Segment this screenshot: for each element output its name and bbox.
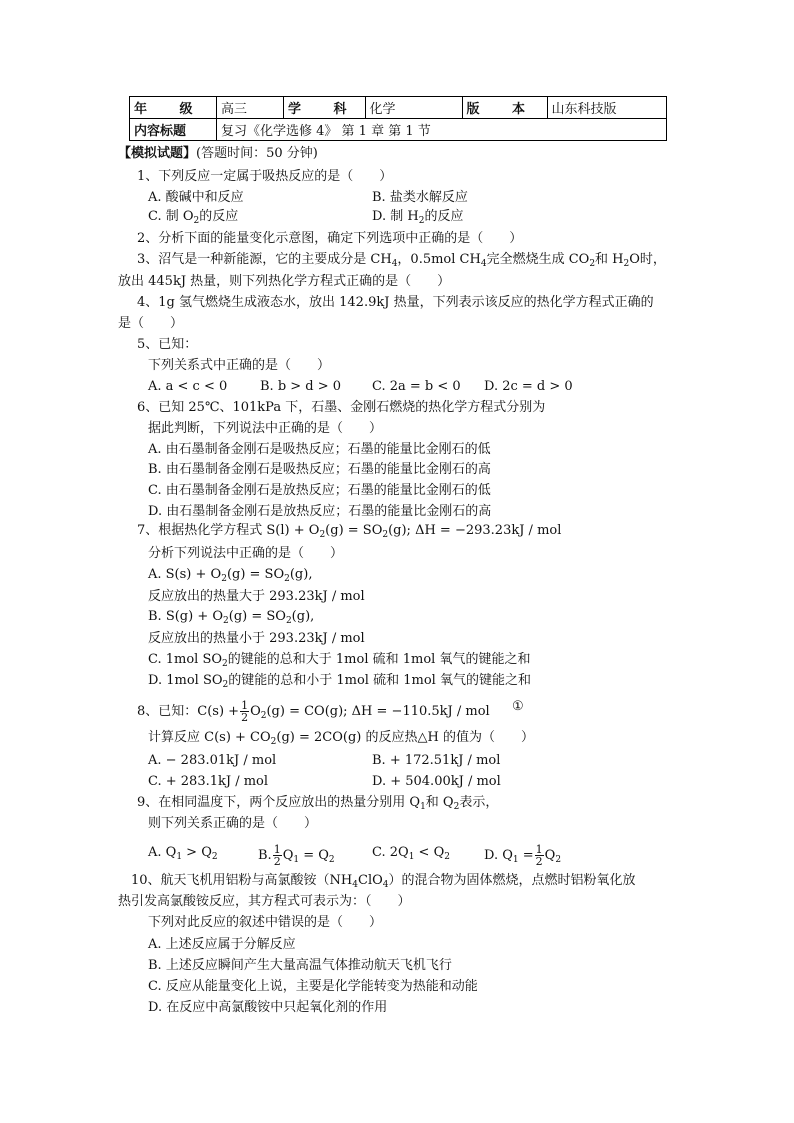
q9-option-d: D. $Q_1$ = $\frac{1}{2}$ $Q_2$ (484, 843, 562, 868)
q6-option-b: B. 由石墨制备金刚石是吸热反应；石墨的能量比金刚石的高 (148, 462, 491, 477)
q9-option-b: B. $\frac{1}{2}$ $Q_1 = Q_2$ (258, 843, 335, 868)
q7-option-c: C. 1mol $SO_2$的键能的总和大于 1mol 硫和 1mol 氧气的键能之和 (148, 652, 531, 669)
q7-option-a: A. $S(s) + O_2(g) = SO_2(g)$, (148, 567, 313, 584)
q9-option-c: C. $2Q_1 < Q_2$ (372, 845, 450, 862)
q10-option-d: D. 在反应中高氯酸铵中只起氧化剂的作用 (148, 1000, 388, 1015)
q8-option-b: B. + 172.51kJ / mol (372, 753, 501, 768)
q9-sub: 则下列关系正确的是（ ） (148, 816, 318, 831)
q5-option-b: B. b > d > 0 (260, 379, 342, 394)
section-time: (答题时间：50 分钟) (196, 146, 318, 161)
q7-option-b: B. $S(g) + O_2(g) = SO_2(g)$, (148, 609, 315, 626)
q9-option-a: A. $Q_1 > Q_2$ (148, 845, 218, 862)
q10-sub: 下列对此反应的叙述中错误的是（ ） (148, 915, 383, 930)
edition-label: 版 本 (462, 97, 547, 119)
q10-line-1: 10、航天飞机用铝粉与高氯酸铵$(NH_4ClO_4)$的混合物为固体燃烧，点燃时铝粉氧化放 (131, 873, 636, 890)
q6-option-c: C. 由石墨制备金刚石是放热反应；石墨的能量比金刚石的低 (148, 483, 491, 498)
grade-value: 高三 (217, 97, 284, 119)
q7-option-a-detail: 反应放出的热量大于 293.23kJ / mol (148, 589, 365, 604)
q8-stem: 8、已知：C(s) + $\frac{1}{2}$ $O_2(g) = CO(g)$; ΔH = −110.5kJ / mol (137, 699, 490, 724)
q7-sub: 分析下列说法中正确的是（ ） (148, 546, 344, 561)
q5-option-a: A. a < c < 0 (148, 379, 228, 394)
topic-value: 复习《化学选修 4》 第 1 章 第 1 节 (217, 119, 667, 141)
q7-option-d: D. 1mol $SO_2$的键能的总和小于 1mol 硫和 1mol 氧气的键能之和 (148, 673, 531, 690)
q4-line-2: 是（ ） (118, 316, 184, 331)
grade-label: 年 级 (130, 97, 217, 119)
q9-stem: 9、在相同温度下，两个反应放出的热量分别用 $Q_1$和 $Q_2$表示， (137, 795, 499, 812)
q4-line-1: 4、1g 氢气燃烧生成液态水，放出 142.9kJ 热量，下列表示该反应的热化学方程式正确的 (137, 295, 654, 310)
header-table (129, 96, 667, 141)
q1-option-d: D. 制 $H_2$的反应 (372, 209, 464, 226)
q6-stem: 6、已知 25℃、101kPa 下，石墨、金刚石燃烧的热化学方程式分别为 (137, 400, 546, 415)
q7-option-b-detail: 反应放出的热量小于 293.23kJ / mol (148, 631, 365, 646)
q5-option-d: D. 2c = d > 0 (484, 379, 573, 394)
q10-option-b: B. 上述反应瞬间产生大量高温气体推动航天飞机飞行 (148, 958, 452, 973)
q8-option-a: A. − 283.01kJ / mol (148, 753, 277, 768)
q1-option-a: A. 酸碱中和反应 (148, 190, 244, 205)
q1-stem: 1、下列反应一定属于吸热反应的是（ ） (137, 169, 393, 184)
q10-option-a: A. 上述反应属于分解反应 (148, 937, 296, 952)
section-heading (118, 145, 318, 163)
topic-label: 内容标题 (130, 119, 217, 141)
q6-option-d: D. 由石墨制备金刚石是放热反应；石墨的能量比金刚石的高 (148, 504, 492, 519)
q8-sub: 计算反应 $C(s) + CO_2(g) = 2CO(g)$ 的反应热△H 的值为（ ） (148, 730, 534, 747)
q5-stem: 5、已知： (137, 337, 198, 352)
q1-option-c: C. 制 $O_2$的反应 (148, 209, 239, 226)
q7-stem: 7、根据热化学方程式 $S(l) + O_2(g) = SO_2(g)$; ΔH = −293.23kJ / mol (137, 523, 562, 540)
q6-option-a: A. 由石墨制备金刚石是吸热反应；石墨的能量比金刚石的低 (148, 442, 491, 457)
q6-sub: 据此判断，下列说法中正确的是（ ） (148, 421, 383, 436)
q8-option-c: C. + 283.1kJ / mol (148, 774, 269, 789)
q8-option-d: D. + 504.00kJ / mol (372, 774, 501, 789)
subject-label: 学 科 (284, 97, 366, 119)
q5-sub: 下列关系式中正确的是（ ） (148, 358, 331, 373)
subject-value: 化学 (365, 97, 462, 119)
q3-line-2: 放出 445kJ 热量，则下列热化学方程式正确的是（ ） (118, 274, 451, 289)
q2-stem: 2、分析下面的能量变化示意图，确定下列选项中正确的是（ ） (137, 231, 523, 246)
q8-fraction: $\frac{1}{2}$ (241, 699, 249, 724)
section-title: 【模拟试题】 (118, 146, 197, 161)
q1-option-b: B. 盐类水解反应 (372, 190, 468, 205)
q10-line-2: 热引发高氯酸铵反应，其方程式可表示为：（ ） (118, 894, 411, 909)
q8-equation-mark: ① (512, 699, 524, 714)
edition-value: 山东科技版 (547, 97, 666, 119)
q3-line-1: 3、沼气是一种新能源，它的主要成分是 $CH_4$，0.5mol $CH_4$完全燃烧生成 $CO_2$和 $H_2O$时， (137, 252, 666, 269)
q5-option-c: C. 2a = b < 0 (372, 379, 461, 394)
q10-option-c: C. 反应从能量变化上说，主要是化学能转变为热能和动能 (148, 979, 478, 994)
